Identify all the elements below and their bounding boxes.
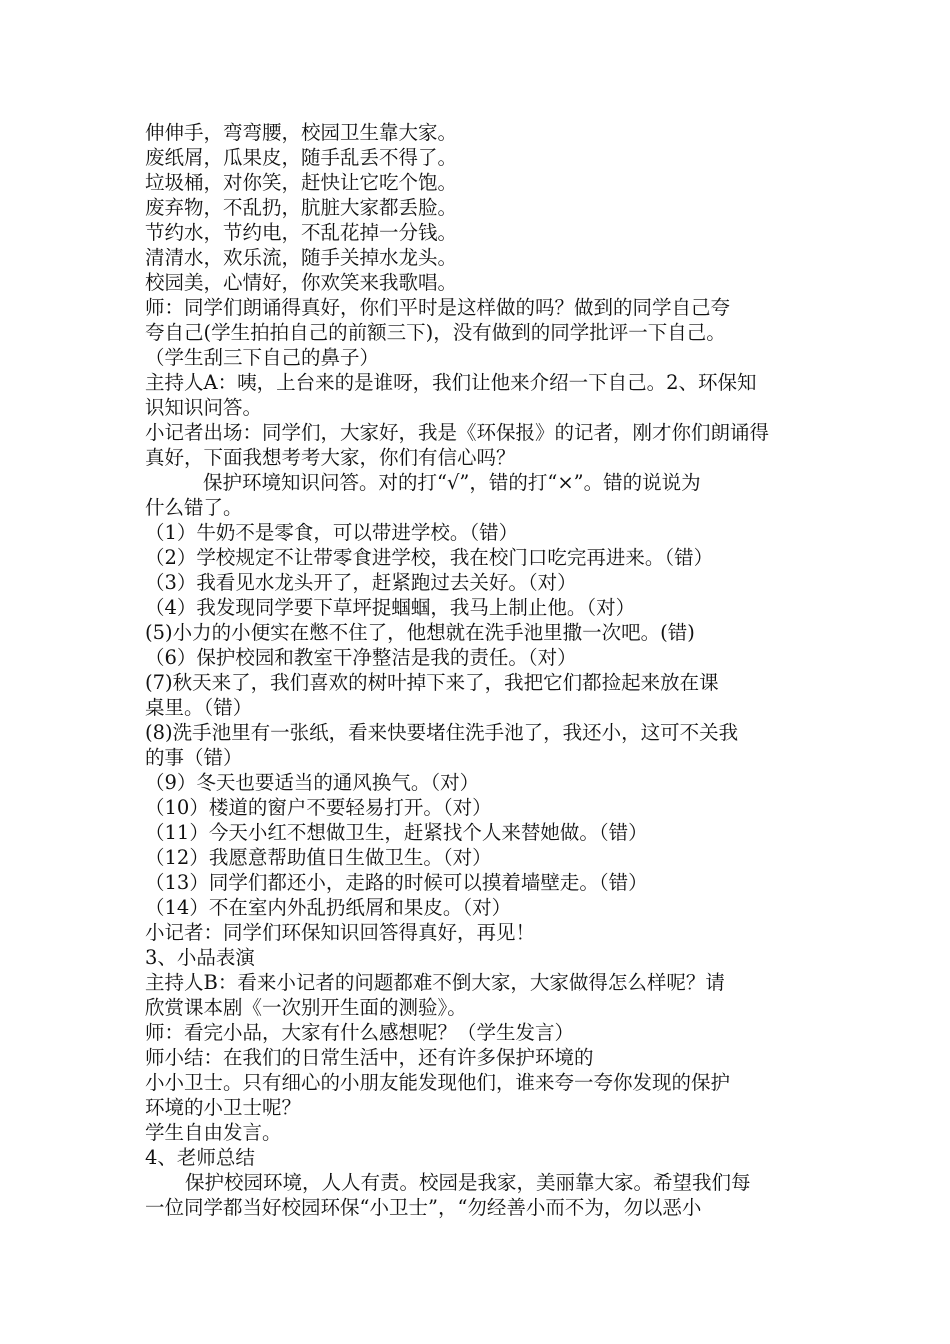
text-line: （9）冬天也要适当的通风换气。（对） <box>145 771 480 794</box>
text-line: 什么错了。 <box>145 496 243 519</box>
text-line: 欣赏课本剧《一次别开生面的测验》。 <box>145 996 467 1019</box>
text-line: 环境的小卫士呢？ <box>145 1096 302 1119</box>
text-line: 小小卫士。只有细心的小朋友能发现他们，谁来夸一夸你发现的保护 <box>145 1071 731 1094</box>
text-line: (8)洗手池里有一张纸，看来快要堵住洗手池了，我还小，这可不关我 <box>145 721 739 744</box>
text-line: （2）学校规定不让带零食进学校，我在校门口吃完再进来。（错） <box>145 546 714 569</box>
text-line: 真好，下面我想考考大家，你们有信心吗？ <box>145 446 516 469</box>
text-line: 师：看完小品，大家有什么感想呢？（学生发言） <box>145 1021 575 1044</box>
text-line: （4）我发现同学要下草坪捉蝈蝈，我马上制止他。（对） <box>145 596 636 619</box>
text-line: （3）我看见水龙头开了，赶紧跑过去关好。（对） <box>145 571 577 594</box>
text-line: 3、小品表演 <box>145 946 255 969</box>
text-line: 桌里。（错） <box>145 696 253 719</box>
text-line: （1）牛奶不是零食，可以带进学校。（错） <box>145 521 519 544</box>
text-line: 废弃物，不乱扔，肮脏大家都丢脸。 <box>145 196 458 219</box>
text-line: （13）同学们都还小，走路的时候可以摸着墙壁走。（错） <box>145 871 648 894</box>
text-line: 师小结：在我们的日常生活中，还有许多保护环境的 <box>145 1046 594 1069</box>
text-line: (7)秋天来了，我们喜欢的树叶掉下来了，我把它们都捡起来放在课 <box>145 671 719 694</box>
text-line: 伸伸手，弯弯腰，校园卫生靠大家。 <box>145 121 458 144</box>
text-line: （14）不在室内外乱扔纸屑和果皮。（对） <box>145 896 512 919</box>
text-line: （6）保护校园和教室干净整洁是我的责任。（对） <box>145 646 577 669</box>
text-line: 主持人A：咦，上台来的是谁呀，我们让他来介绍一下自己。2、环保知 <box>145 371 757 394</box>
text-line: 垃圾桶，对你笑，赶快让它吃个饱。 <box>145 171 458 194</box>
text-line: 校园美，心情好，你欢笑来我歌唱。 <box>145 271 458 294</box>
text-line: 师：同学们朗诵得真好，你们平时是这样做的吗？做到的同学自己夸 <box>145 296 731 319</box>
text-line: 识知识问答。 <box>145 396 263 419</box>
text-line: 小记者：同学们环保知识回答得真好，再见！ <box>145 921 536 944</box>
text-line: （10）楼道的窗户不要轻易打开。（对） <box>145 796 492 819</box>
text-line: (5)小力的小便实在憋不住了，他想就在洗手池里撒一次吧。(错) <box>145 621 695 644</box>
text-line: 夸自己(学生拍拍自己的前额三下)，没有做到的同学批评一下自己。 <box>145 321 726 344</box>
text-line: 的事（错） <box>145 746 243 769</box>
text-line: 节约水，节约电，不乱花掉一分钱。 <box>145 221 458 244</box>
text-line: 废纸屑，瓜果皮，随手乱丢不得了。 <box>145 146 458 169</box>
text-line: 主持人B：看来小记者的问题都难不倒大家，大家做得怎么样呢？请 <box>145 971 725 994</box>
text-line: 保护环境知识问答。对的打“√”，错的打“×”。错的说说为 <box>203 471 701 494</box>
text-line: 一位同学都当好校园环保“小卫士”，“勿经善小而不为，勿以恶小 <box>145 1196 702 1219</box>
text-line: 保护校园环境，人人有责。校园是我家，美丽靠大家。希望我们每 <box>185 1171 751 1194</box>
text-line: 小记者出场：同学们，大家好，我是《环保报》的记者，刚才你们朗诵得 <box>145 421 770 444</box>
text-line: 4、老师总结 <box>145 1146 255 1169</box>
text-line: （学生刮三下自己的鼻子） <box>145 346 380 369</box>
document-body <box>145 120 810 1220</box>
text-line: 清清水，欢乐流，随手关掉水龙头。 <box>145 246 458 269</box>
text-line: 学生自由发言。 <box>145 1121 282 1144</box>
text-line: （12）我愿意帮助值日生做卫生。（对） <box>145 846 492 869</box>
text-line: （11）今天小红不想做卫生，赶紧找个人来替她做。（错） <box>145 821 648 844</box>
